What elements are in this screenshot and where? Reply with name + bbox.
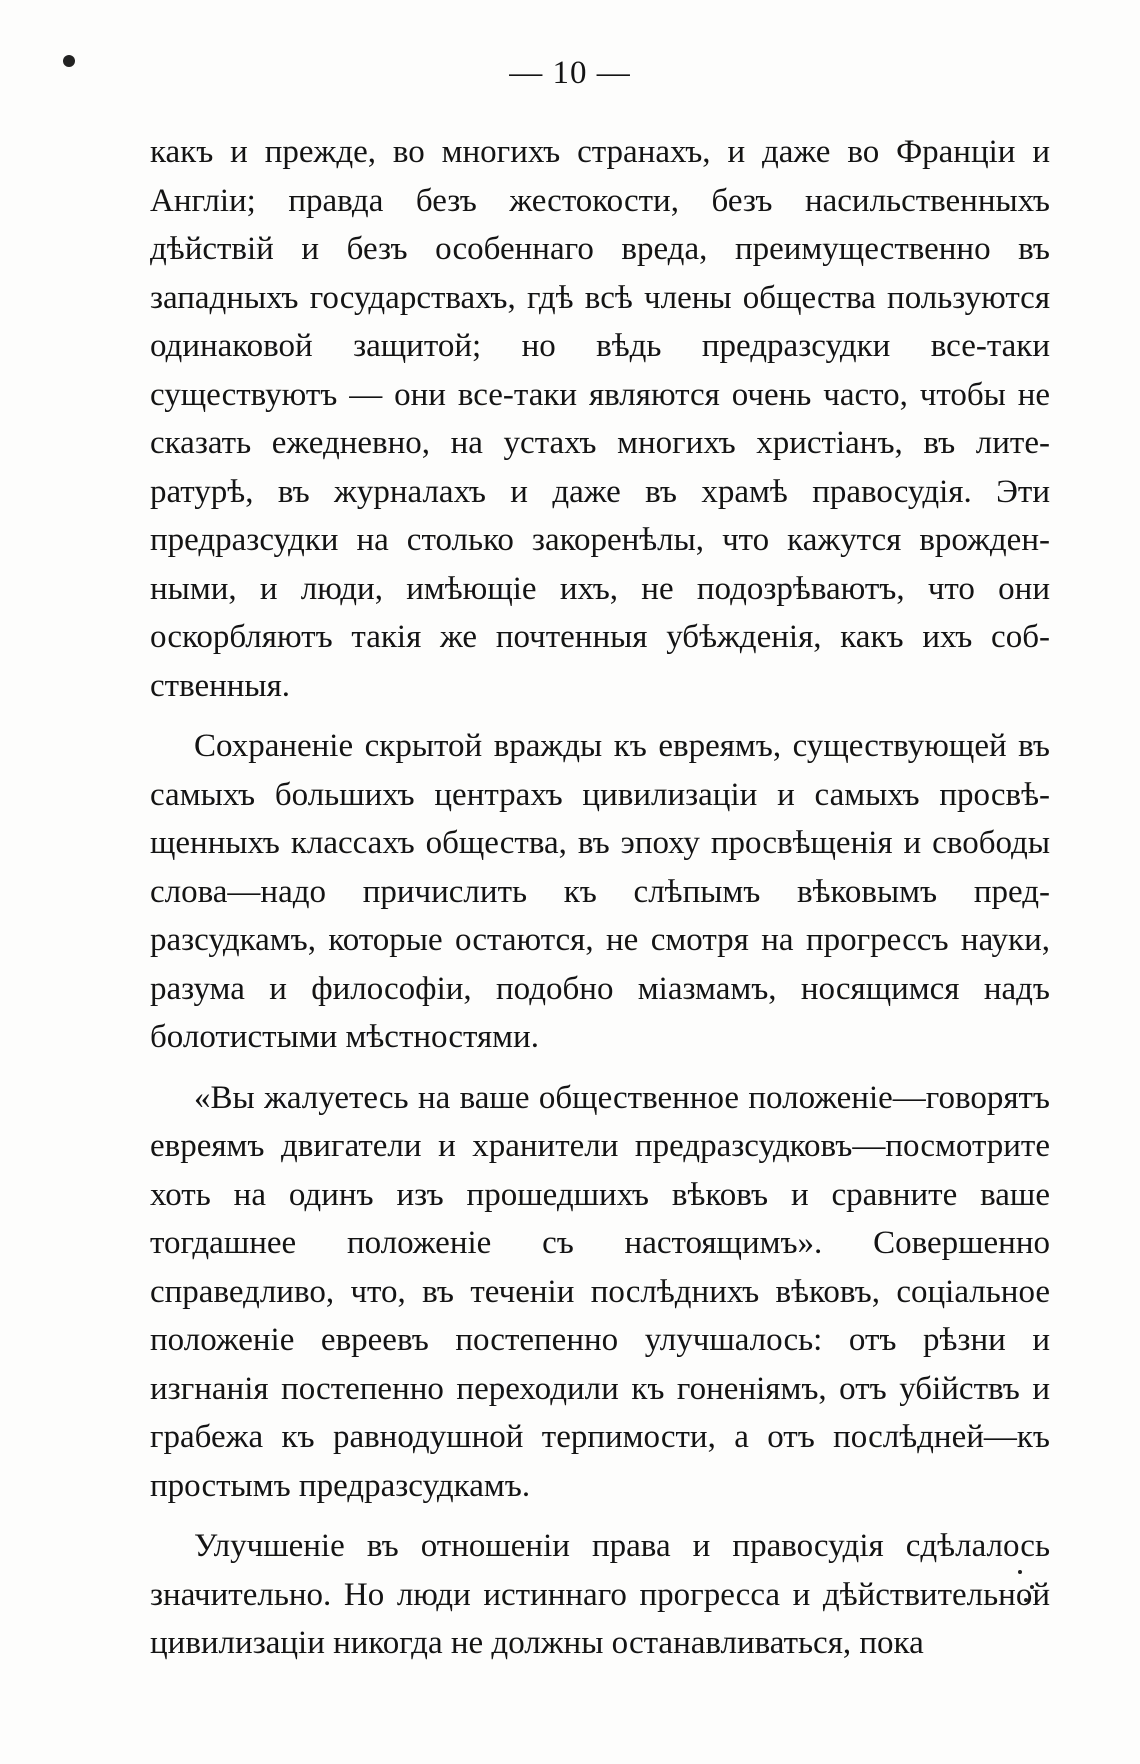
body-text [150,128,1050,1668]
paragraph: Сохраненіе скрытой вражды къ евреямъ, существующей въ самыхъ большихъ центрахъ цивилизаціи и самыхъ просвѣщенныхъ классахъ общества, въ эпоху просвѣщенія и свободы слова—надо причислить къ слѣпымъ вѣковымъ предразсудкамъ, которые остаются, не смотря на прогрессъ науки, разума и философіи, подобно міазмамъ, носящимся надъ болотистыми мѣстностями. [150,728,1050,1055]
page-number: — 10 — [509,55,631,91]
paragraph: Улучшеніе въ отношеніи права и правосудія сдѣлалось значительно. Но люди истиннаго прогресса и дѣйствительной цивилизаціи никогда не должны останавливаться, пока [150,1528,1050,1661]
paragraph: какъ и прежде, во многихъ странахъ, и даже во Франціи и Англіи; правда безъ жестокости, безъ насильственныхъ дѣйствій и безъ особеннаго вреда, преимущественно въ западныхъ государствахъ, гдѣ всѣ члены общества пользуются одинаковой защитой; но вѣдь предразсудки все-таки существуютъ — они все-таки являются очень часто, чтобы не сказать ежедневно, на устахъ многихъ христіанъ, въ литературѣ, въ журналахъ и даже въ храмѣ правосудія. Эти предразсудки на столько закоренѣлы, что кажутся врожденными, и люди, имѣющіе ихъ, не подозрѣваютъ, что они оскорбляютъ такія же почтенныя убѣжденія, какъ ихъ собственныя. [150,134,1050,704]
paragraph: «Вы жалуетесь на ваше общественное положеніе—говорятъ евреямъ двигатели и хранители предразсудковъ—посмотрите хоть на одинъ изъ прошедшихъ вѣковъ и сравните ваше тогдашнее положеніе съ настоящимъ». Совершенно справедливо, что, въ теченіи послѣднихъ вѣковъ, соціальное положеніе евреевъ постепенно улучшалось: отъ рѣзни и изгнанія постепенно переходили къ гоненіямъ, отъ убійствъ и грабежа къ равнодушной терпимости, а отъ послѣдней—къ простымъ предразсудкамъ. [150,1079,1050,1504]
